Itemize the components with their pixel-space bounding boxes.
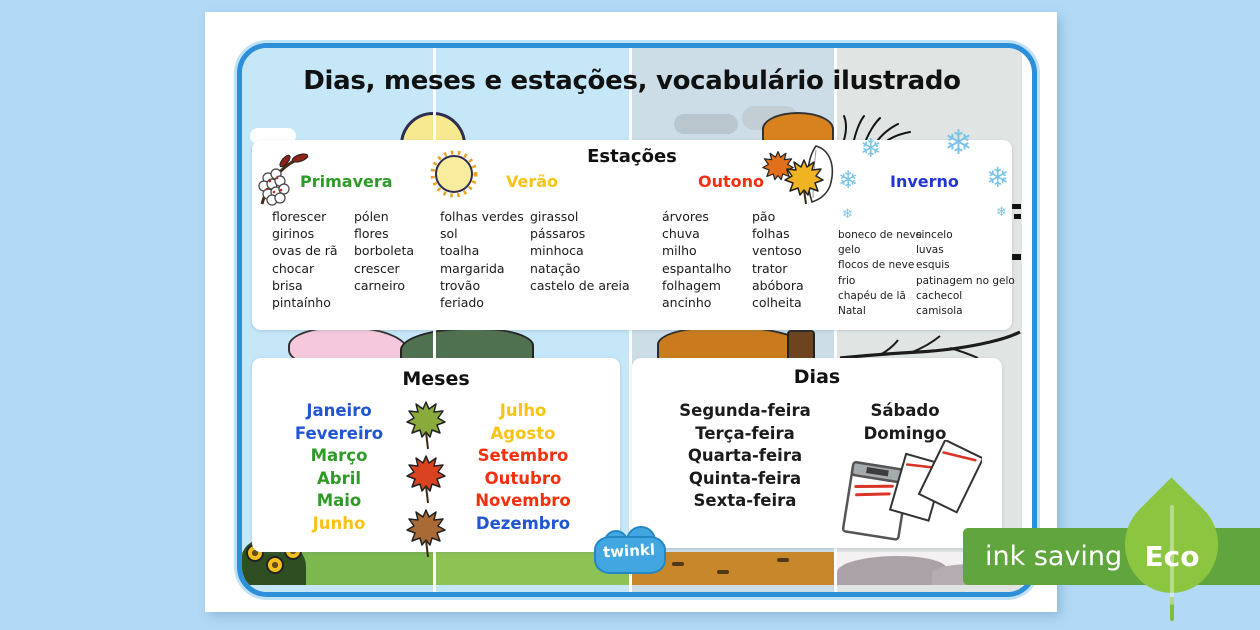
spring-word-list-2 (354, 208, 414, 294)
vocab-word: brisa (272, 277, 303, 293)
day-label: Terça-feira (695, 423, 795, 443)
vocab-word: flocos de neve (838, 259, 915, 272)
months-panel (252, 358, 620, 552)
vocab-word: trator (752, 260, 788, 276)
vocab-word: camisola (916, 305, 963, 318)
vocab-word: boneco de neve (838, 229, 922, 241)
vocab-word: girinos (272, 226, 315, 242)
spring-word-list-1 (272, 208, 338, 311)
month-label: Janeiro (306, 401, 372, 420)
vocab-word: trovão (440, 277, 481, 293)
vocab-word: colheita (752, 295, 802, 311)
season-label-verao: Verão (506, 172, 559, 191)
vocab-word: Natal (838, 305, 866, 318)
month-label: Setembro (477, 446, 569, 465)
snowflake-icon: ❄ (838, 166, 859, 194)
month-label: Fevereiro (294, 423, 384, 443)
vocab-word: gelo (838, 244, 861, 257)
month-leaves-decoration (404, 398, 450, 562)
winter-word-list-2 (916, 228, 1015, 319)
days-column-right (830, 400, 980, 445)
snowflake-icon: ❄ (944, 123, 973, 163)
vocab-word: frio (838, 274, 856, 287)
vocab-word: cachecol (916, 289, 963, 302)
summer-word-list-2 (530, 208, 630, 294)
branch-tip-decoration (1012, 204, 1021, 209)
month-label: Dezembro (475, 513, 571, 533)
summer-word-list-1 (440, 208, 524, 311)
season-label-outono: Outono (698, 172, 765, 191)
twinkl-logo (594, 532, 664, 574)
vocab-word: folhagem (662, 277, 721, 293)
vocab-word: folhas verdes (440, 209, 524, 224)
season-label-inverno: Inverno (890, 172, 959, 191)
month-label: Maio (316, 491, 362, 510)
snowflake-icon: ❄ (996, 205, 1007, 220)
month-label: Julho (499, 401, 547, 420)
days-heading: Dias (793, 366, 841, 388)
day-label: Quarta-feira (687, 446, 803, 465)
vocab-word: crescer (354, 260, 400, 276)
calendar-notepad-icon (832, 440, 982, 542)
day-label: Segunda-feira (679, 401, 811, 420)
ground-mark (717, 570, 729, 574)
snow-mound-decoration (837, 556, 947, 585)
vocab-word: milho (662, 243, 697, 259)
days-panel (632, 358, 1002, 548)
months-heading: Meses (402, 368, 470, 390)
vocab-word: chuva (662, 226, 700, 242)
vocab-word: girassol (530, 209, 579, 224)
autumn-leaves-icon (760, 144, 842, 206)
vocab-word: esquis (916, 259, 950, 272)
snowflake-icon: ❄ (842, 207, 853, 222)
vocab-word: espantalho (662, 260, 732, 276)
twinkl-logo-text: twinkl (602, 540, 656, 562)
vocab-word: pássaros (530, 226, 586, 242)
eco-label: Eco (1144, 540, 1200, 573)
month-label: Março (310, 446, 368, 465)
poster-frame (237, 43, 1037, 597)
day-label: Domingo (863, 423, 947, 443)
ink-saving-label: ink saving (985, 541, 1123, 572)
seasons-heading: Estações (587, 146, 677, 167)
autumn-cloud-decoration (674, 114, 738, 134)
vocab-word: ancinho (662, 295, 712, 311)
autumn-word-list-2 (752, 208, 804, 311)
day-label: Sexta-feira (693, 491, 797, 510)
vocab-word: pão (752, 209, 776, 224)
month-label: Outubro (484, 468, 562, 488)
vocab-word: castelo de areia (530, 277, 630, 293)
vocab-word: pintaínho (272, 295, 331, 311)
seasons-panel (252, 123, 1015, 330)
months-column-right (448, 400, 598, 535)
vocab-word: natação (530, 260, 581, 276)
vocab-word: folhas (752, 226, 790, 242)
vocab-word: sincelo (916, 229, 953, 241)
autumn-word-list-1 (662, 208, 731, 311)
vocab-word: chapéu de lã (838, 289, 906, 302)
snowflake-icon: ❄ (860, 134, 882, 164)
months-column-left (264, 400, 414, 535)
vocab-word: feriado (440, 295, 484, 311)
winter-branches-mid-icon (840, 328, 1022, 362)
vocab-word: patinagem no gelo (916, 274, 1015, 287)
winter-word-list-1 (838, 228, 922, 319)
month-label: Agosto (490, 423, 556, 443)
month-label: Junho (312, 513, 366, 533)
month-label: Abril (316, 468, 362, 488)
vocab-word: toalha (440, 243, 480, 259)
days-column-left (660, 400, 830, 513)
ground-mark (672, 562, 684, 566)
vocab-word: ventoso (752, 243, 802, 259)
vocab-word: minhoca (530, 243, 584, 259)
day-label: Sábado (870, 401, 940, 420)
vocab-word: flores (354, 226, 389, 242)
sun-icon (430, 150, 478, 198)
poster-title: Dias, meses e estações, vocabulário ilustrado (303, 66, 961, 96)
vocab-word: carneiro (354, 277, 406, 293)
vocab-word: abóbora (752, 277, 804, 293)
branch-tip-decoration (1014, 214, 1021, 219)
snowflake-icon: ❄ (986, 161, 1010, 194)
green-leaf-icon (404, 400, 448, 450)
vocab-word: florescer (272, 209, 327, 224)
vocab-word: luvas (916, 244, 944, 257)
day-label: Quinta-feira (688, 468, 802, 488)
vocab-word: sol (440, 226, 458, 242)
vocab-word: ovas de rã (272, 243, 338, 259)
ground-mark (777, 558, 789, 562)
vocab-word: chocar (272, 260, 315, 276)
month-label: Novembro (475, 491, 571, 510)
vocab-word: árvores (662, 209, 709, 224)
vocab-word: margarida (440, 260, 505, 276)
red-leaf-icon (404, 454, 448, 504)
season-label-primavera: Primavera (300, 172, 393, 191)
vocab-word: borboleta (354, 243, 415, 259)
vocab-word: pólen (354, 209, 389, 224)
brown-leaf-icon (404, 508, 448, 558)
